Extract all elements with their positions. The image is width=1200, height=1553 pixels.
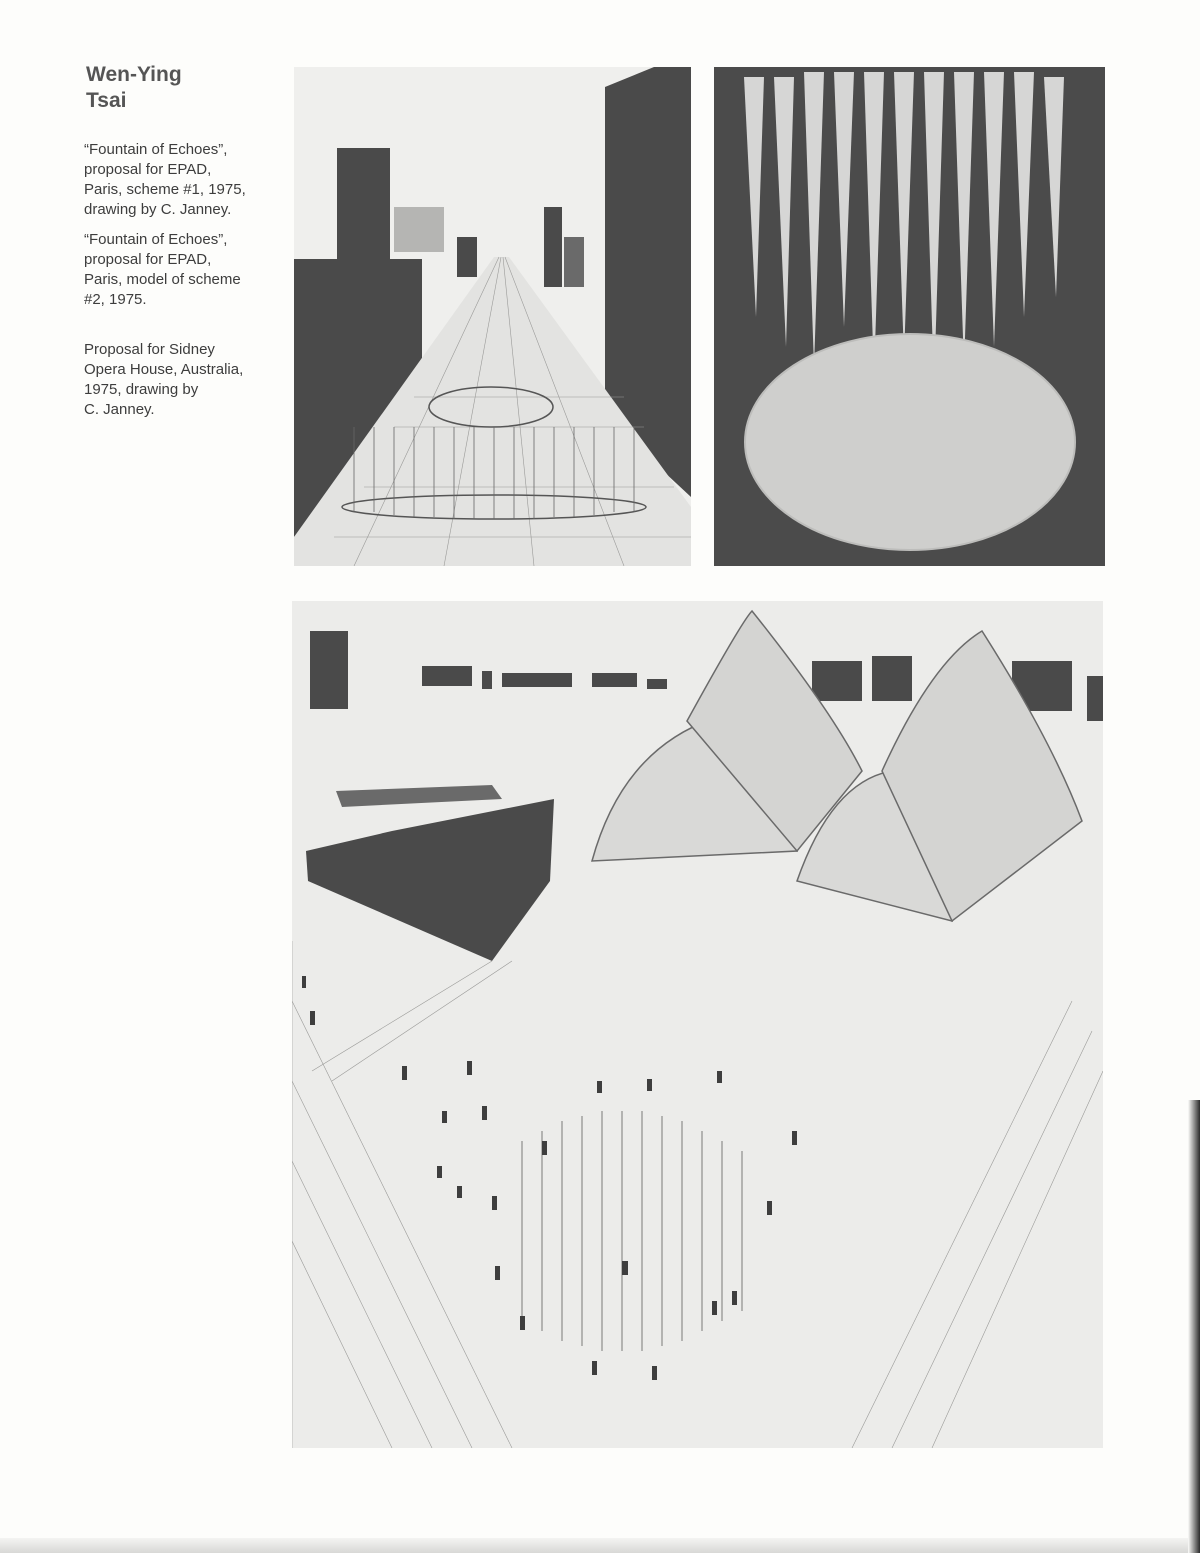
scan-right-edge [1188,1100,1200,1553]
fig1-grey-tower [394,207,444,252]
caption-line: Proposal for Sidney [84,341,215,358]
epad-scheme-2-model-photo [714,67,1105,566]
caption-line: Paris, model of scheme [84,271,241,288]
caption-line: “Fountain of Echoes”, [84,141,228,158]
caption-line: proposal for EPAD, [84,251,212,268]
fig1-small-tower [457,237,477,277]
artist-name [86,62,182,114]
caption-line: C. Janney. [84,401,155,418]
caption-line: “Fountain of Echoes”, [84,231,228,248]
caption-line: proposal for EPAD, [84,161,212,178]
caption-sydney-opera-house [84,340,284,420]
caption-line: 1975, drawing by [84,381,199,398]
caption-line: Opera House, Australia, [84,361,244,378]
artist-name-line2: Tsai [86,89,127,112]
fig1-right-small-tower [544,207,562,287]
sydney-opera-house-drawing [292,601,1103,1448]
fig1-right-mid-tower [564,237,584,287]
fig3-left-tower [310,631,348,709]
fig1-left-tower [337,148,390,260]
scan-bottom-edge [0,1538,1200,1553]
epad-scheme-1-drawing [294,67,691,566]
caption-epad-scheme-2 [84,230,284,310]
caption-line: drawing by C. Janney. [84,201,232,218]
fig2-pool [745,334,1075,550]
caption-line: #2, 1975. [84,291,147,308]
caption-epad-scheme-1 [84,140,284,220]
artist-name-line1: Wen-Ying [86,63,182,86]
caption-line: Paris, scheme #1, 1975, [84,181,246,198]
